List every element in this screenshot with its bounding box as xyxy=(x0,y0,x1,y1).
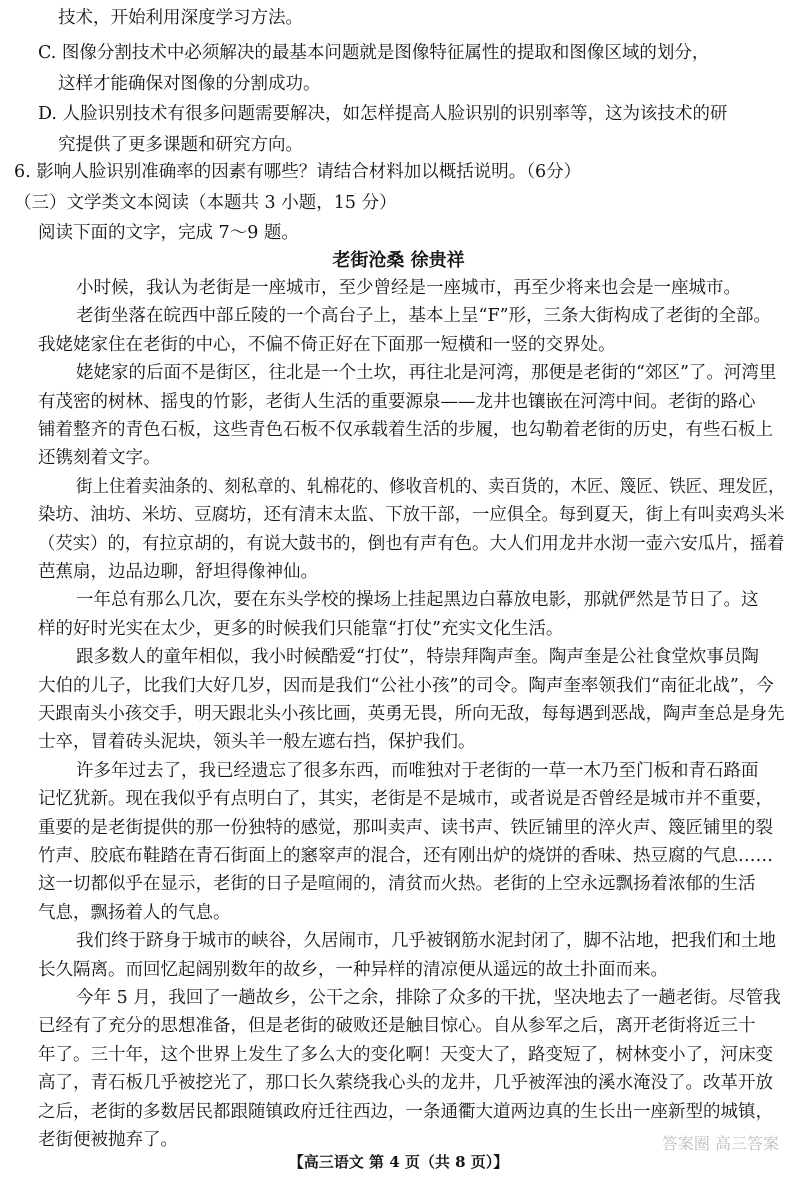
paragraph-line: 我们终于跻身于城市的峡谷，久居闹市，几乎被钢筋水泥封闭了，脚不沾地，把我们和土地 xyxy=(76,931,776,952)
paragraph-line: 街上住着卖油条的、刻私章的、轧棉花的、修收音机的、卖百货的，木匠、篾匠、铁匠、理发匠， xyxy=(76,476,785,497)
paragraph-line: 记忆犹新。现在我似乎有点明白了，其实，老街是不是城市，或者说是否曾经是城市并不重要， xyxy=(38,789,773,810)
paragraph-line: 士卒，冒着砖头泥块，领头羊一般左遮右挡，保护我们。 xyxy=(38,732,476,753)
text-line: 究提供了更多课题和研究方向。 xyxy=(58,135,303,155)
text-line: 技术，开始利用深度学习方法。 xyxy=(58,8,303,28)
paragraph-line: 芭蕉扇，边品边聊，舒坦得像神仙。 xyxy=(38,562,318,582)
paragraph-line: 高了，青石板几乎被挖光了，那口长久萦绕我心头的龙井，几乎被浑浊的溪水淹没了。改革开放 xyxy=(38,1073,773,1094)
page-footer: 【高三语文 第 4 页（共 8 页）】 xyxy=(288,1153,509,1171)
paragraph-line: 我姥姥家住在老街的中心，不偏不倚正好在下面那一短横和一竖的交界处。 xyxy=(38,334,616,355)
paragraph-line: 重要的是老街提供的那一份独特的感觉，那叫卖声、读书声、铁匠铺里的淬火声、篾匠铺里的裂 xyxy=(38,817,773,838)
paragraph-line: 天跟南头小孩交手，明天跟北头小孩比画，英勇无畏，所向无敌，每每遇到恶战，陶声奎总是身先 xyxy=(38,704,785,724)
instruction: 阅读下面的文字，完成 7～9 题。 xyxy=(38,223,299,243)
section-heading: （三）文学类文本阅读（本题共 3 小题，15 分） xyxy=(14,193,397,213)
watermark: 答案圈 高三答案 xyxy=(661,1134,779,1153)
paragraph-line: 长久隔离。而回忆起阔别数年的故乡，一种异样的清凉便从遥远的故土扑面而来。 xyxy=(38,959,668,980)
paragraph-line: 老街便被抛弃了。 xyxy=(38,1130,178,1150)
paragraph-line: 样的好时光实在太少，更多的时候我们只能靠“打仗”充实文化生活。 xyxy=(38,618,564,639)
text-line: 这样才能确保对图像的分割成功。 xyxy=(58,74,321,94)
paragraph-line: 小时候，我认为老街是一座城市，至少曾经是一座城市，再至少将来也会是一座城市。 xyxy=(76,278,741,298)
article-title: 老街沧桑 徐贵祥 xyxy=(332,250,465,271)
paragraph-line: 跟多数人的童年相似，我小时候酷爱“打仗”，特崇拜陶声奎。陶声奎是公社食堂炊事员陶 xyxy=(76,647,759,668)
paragraph-line: （芡实）的，有拉京胡的，有说大鼓书的，倒也有声有色。大人们用龙井水沏一壶六安瓜片，摇着 xyxy=(38,533,785,554)
paragraph-line: 老街坐落在皖西中部丘陵的一个高台子上，基本上呈“F”形，三条大街构成了老街的全部。 xyxy=(76,306,772,327)
option-d: D. 人脸识别技术有很多问题需要解决，如怎样提高人脸识别的识别率等，这为该技术的研 xyxy=(38,104,728,124)
paragraph-line: 已经有了充分的思想准备，但是老街的破败还是触目惊心。自从参军之后，离开老街将近三十 xyxy=(38,1016,756,1037)
paragraph-line: 年了。三十年，这个世界上发生了多么大的变化啊！天变大了，路变短了，树林变小了，河床变 xyxy=(38,1044,773,1065)
paragraph-line: 许多年过去了，我已经遗忘了很多东西，而唯独对于老街的一草一木乃至门板和青石路面 xyxy=(76,760,759,781)
paragraph-line: 今年 5 月，我回了一趟故乡，公干之余，排除了众多的干扰，坚决地去了一趟老街。尽管我 xyxy=(76,988,781,1008)
paragraph-line: 姥姥家的后面不是街区，往北是一个土坎，再往北是河湾，那便是老街的“郊区”了。河湾里 xyxy=(76,363,777,384)
paragraph-line: 大伯的儿子，比我们大好几岁，因而是我们“公社小孩”的司令。陶声奎率领我们“南征北战”，今 xyxy=(38,675,774,696)
paragraph-line: 之后，老街的多数居民都跟随镇政府迁往西边，一条通衢大道两边真的生长出一座新型的城镇， xyxy=(38,1101,773,1122)
question-6: 6. 影响人脸识别准确率的因素有哪些？请结合材料加以概括说明。（6分） xyxy=(14,162,582,182)
paragraph-line: 铺着整齐的青色石板，这些青色石板不仅承载着生活的步履，也勾勒着老街的历史，有些石板上 xyxy=(38,420,773,440)
paragraph-line: 气息，飘扬着人的气息。 xyxy=(38,902,231,923)
paragraph-line: 这一切都似乎在显示，老街的日子是喧闹的，清贫而火热。老街的上空永远飘扬着浓郁的生活 xyxy=(38,874,756,895)
option-c: C. 图像分割技术中必须解决的最基本问题就是图像特征属性的提取和图像区域的划分， xyxy=(38,43,710,63)
paragraph-line: 竹声、胶底布鞋踏在青石街面上的窸窣声的混合，还有刚出炉的烧饼的香味、热豆腐的气息…… xyxy=(38,846,773,866)
paragraph-line: 有茂密的树林、摇曳的竹影，老街人生活的重要源泉——龙井也镶嵌在河湾中间。老街的路心 xyxy=(38,391,756,412)
paragraph-line: 还镌刻着文字。 xyxy=(38,448,161,469)
paragraph-line: 一年总有那么几次，要在东头学校的操场上挂起黑边白幕放电影，那就俨然是节日了。这 xyxy=(76,590,759,611)
paragraph-line: 染坊、油坊、米坊、豆腐坊，还有清末太监、下放干部，一应俱全。每到夏天，街上有叫卖鸡头米 xyxy=(38,505,785,526)
